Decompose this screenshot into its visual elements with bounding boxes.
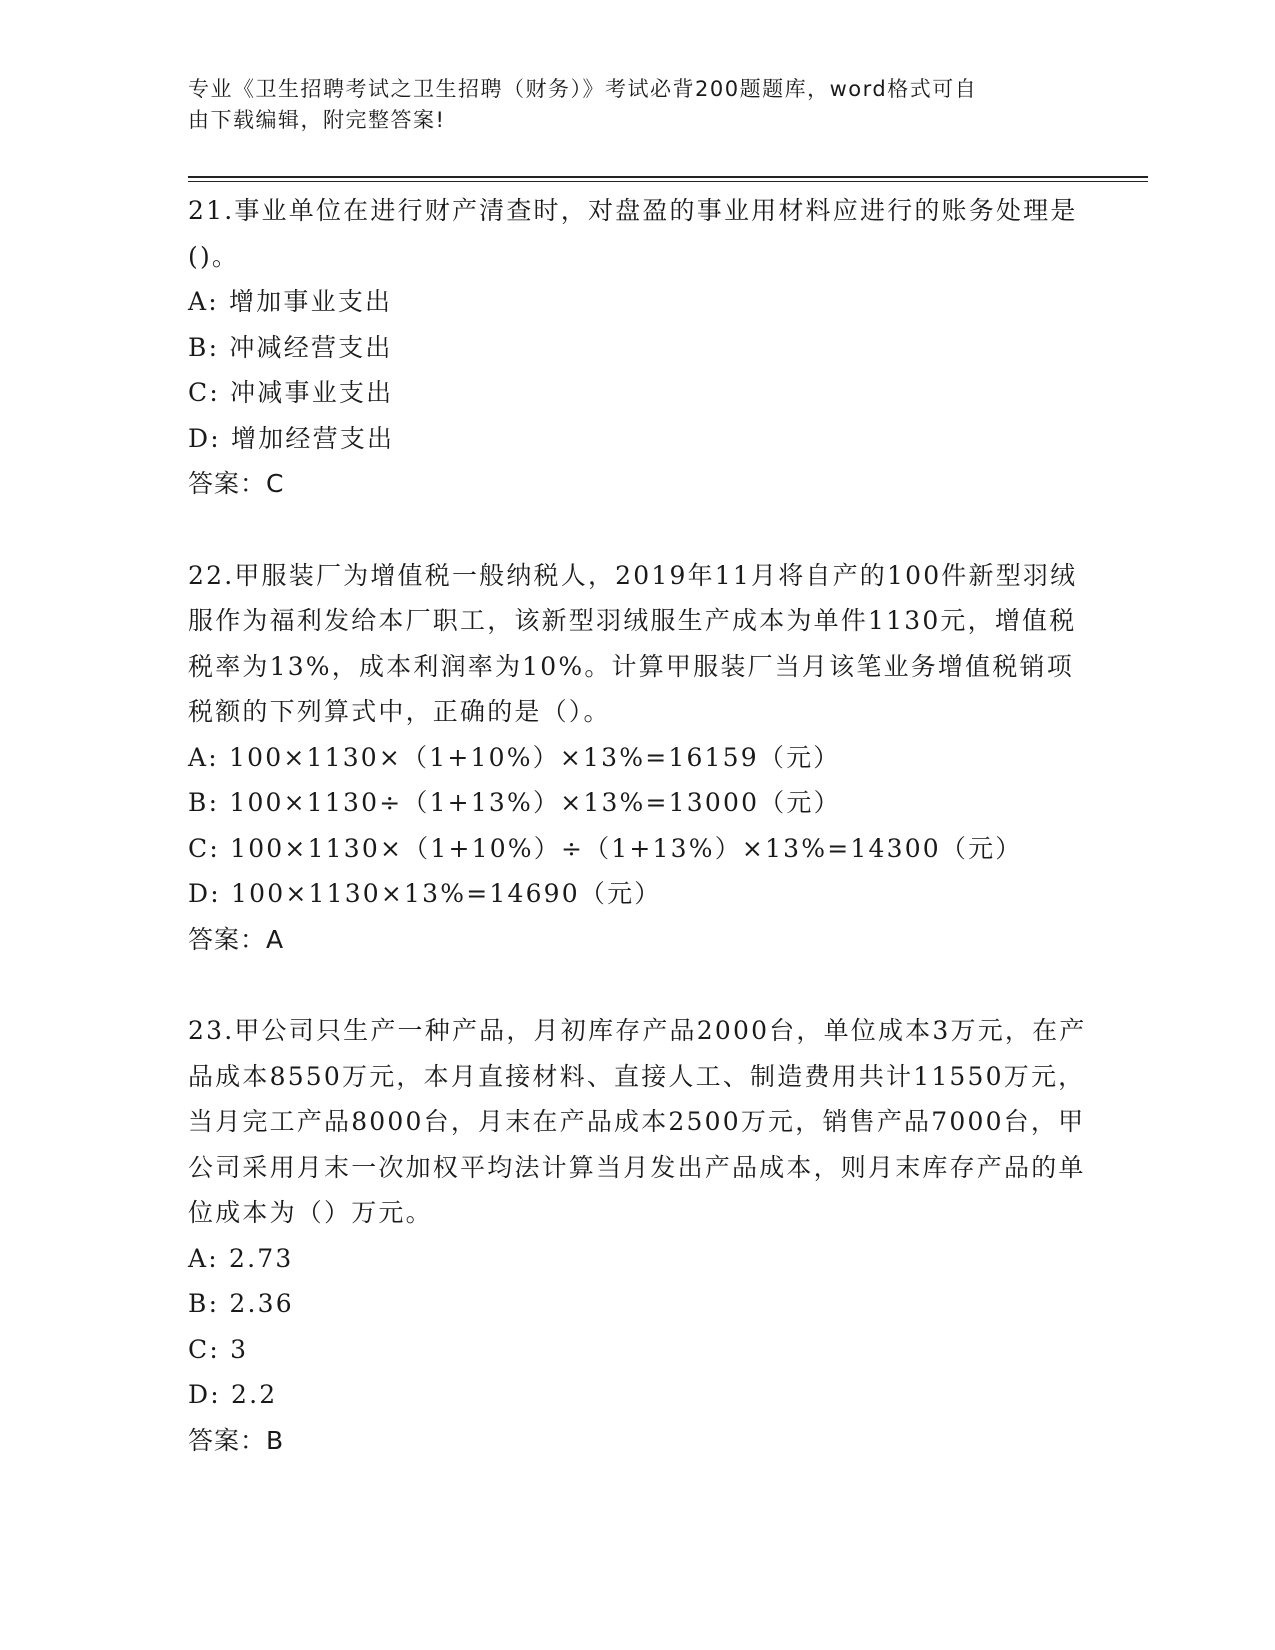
option-d: D: 100×1130×13%=14690（元） [188,879,662,908]
option-a: A: 100×1130×（1+10%）×13%=16159（元） [188,742,841,772]
question-stem: 21.事业单位在进行财产清查时，对盘盈的事业用材料应进行的账务处理是()。 [188,196,1078,271]
answer: 答案：A [188,924,285,954]
option-c: C: 3 [188,1334,249,1364]
document-header [188,74,1068,136]
header-line-1: 专业《卫生招聘考试之卫生招聘（财务）》考试必背200题题库，word格式可自 [188,77,978,101]
header-divider-thick [188,176,1148,178]
header-divider-thin [188,181,1148,182]
option-b: B: 冲减经营支出 [188,332,393,362]
option-d: D: 2.2 [188,1380,278,1409]
option-a: A: 增加事业支出 [188,287,393,316]
question-list [188,188,1088,1463]
question-21 [188,188,1088,507]
question-23 [188,1008,1088,1463]
question-22 [188,553,1088,963]
answer: 答案：C [188,469,285,498]
question-stem: 23.甲公司只生产一种产品，月初库存产品2000台，单位成本3万元，在产品成本8550万元，本月直接材料、直接人工、制造费用共计11550万元，当月完工产品8000台，月末在产品成本2500万元，销售产品7000台，甲公司采用月末一次加权平均法计算当月发出产品成本，则月末库存产品的单位成本为（）万元。 [188,1016,1087,1227]
header-line-2: 由下载编辑，附完整答案! [188,108,446,132]
question-stem: 22.甲服装厂为增值税一般纳税人，2019年11月将自产的100件新型羽绒服作为福利发给本厂职工，该新型羽绒服生产成本为单件1130元，增值税税率为13%，成本利润率为10%。计算甲服装厂当月该笔业务增值税销项税额的下列算式中，正确的是（）。 [188,560,1078,726]
option-c: C: 100×1130×（1+10%）÷（1+13%）×13%=14300（元） [188,833,1023,863]
option-b: B: 100×1130÷（1+13%）×13%=13000（元） [188,788,841,817]
option-c: C: 冲减事业支出 [188,378,394,407]
option-b: B: 2.36 [188,1289,294,1318]
answer: 答案：B [188,1425,285,1455]
option-d: D: 增加经营支出 [188,423,395,453]
option-a: A: 2.73 [188,1243,294,1273]
